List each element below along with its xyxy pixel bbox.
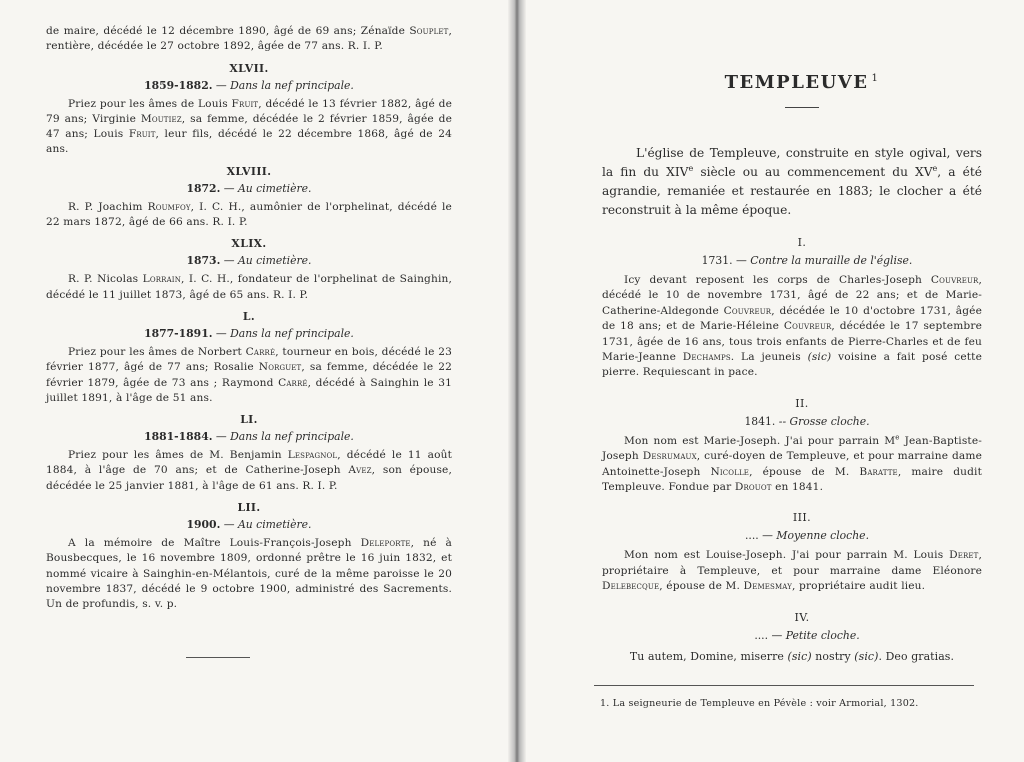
surname: Desrumaux — [642, 450, 697, 463]
end-rule — [186, 657, 250, 658]
inscription-dateline — [632, 415, 982, 428]
chapter-title — [622, 72, 982, 93]
inscription-number: XLVII. — [229, 61, 269, 75]
surname: Couvreur — [723, 304, 772, 317]
inscription-location: -- Grosse cloche. — [778, 414, 870, 428]
inscription-text: A la mémoire de Maître Louis-François-Joseph Deleporte, né à Bousbecques, le 16 novembre 1809, ordonné prêtre le 16 juin 1832, et nommé vicaire à Sainghin-en-Mélantois, curé de la même paroisse le 20 novembre 1837, décédé le 9 octobre 1900, administré des Sacrements. Un de profundis, s. v. p. — [46, 537, 452, 611]
superscript: e — [688, 163, 694, 173]
surname: Carré — [278, 376, 308, 389]
inscription-location: — Dans la nef principale. — [215, 78, 354, 92]
text-fragment: L'église de Templeuve, construite en style ogival, vers la fin du XIV — [602, 146, 982, 179]
surname: Norguet — [258, 361, 302, 374]
inscription-years: .... — [754, 628, 769, 642]
inscription-text: Tu autem, Domine, miserre (sic) nostry (sic). Deo gratias. — [629, 649, 955, 663]
inscription-text: R. P. Nicolas Lorrain, I. C. H., fondateur de l'orphelinat de Sainghin, décédé le 11 juillet 1873, âgé de 65 ans. R. I. P. — [46, 273, 452, 301]
inscription-dateline — [46, 79, 452, 92]
inscription-years: 1877-1891. — [144, 326, 213, 340]
inscription-number: LI. — [240, 413, 258, 427]
superscript: e — [895, 433, 900, 442]
surname: Fruit — [231, 97, 259, 110]
inscription-number: L. — [242, 309, 256, 323]
surname: Demesmay — [743, 580, 792, 593]
surname: Drouot — [734, 481, 772, 494]
surname: Deret — [949, 549, 979, 562]
surname: Delebecque — [602, 580, 660, 593]
surname: Avez — [348, 464, 372, 477]
surname: Nicolle — [710, 465, 750, 478]
text-fragment: siècle ou au commencement du XV — [693, 165, 933, 179]
footnote-rule — [594, 685, 974, 686]
surname: Couvreur — [930, 274, 979, 286]
inscription-number: I. — [797, 236, 807, 249]
surname: Souplet, — [409, 25, 452, 37]
inscription-dateline — [46, 182, 452, 195]
inscription-number: XLIX. — [231, 237, 267, 251]
inscription-location: — Au cimetière. — [223, 254, 312, 268]
footnote: 1. La seigneurie de Templeuve en Pévèle : voir Armorial, 1302. — [600, 697, 919, 709]
surname: Carré — [245, 345, 276, 358]
inscription-number: III. — [792, 511, 812, 525]
inscription-years: 1731. — [701, 254, 733, 267]
inscription-location: — Au cimetière. — [223, 181, 312, 195]
italic-note: (sic) — [787, 649, 812, 663]
italic-note: (sic) — [807, 351, 832, 364]
surname: Baratte — [859, 465, 898, 478]
inscription-dateline — [46, 327, 452, 340]
intro-paragraph — [602, 144, 982, 220]
inscription-text: Mon nom est Marie-Joseph. J'ai pour parrain Me Jean-Baptiste-Joseph Desrumaux, curé-doyen de Templeuve, et pour marraine dame Antoinette-Joseph Nicolle, épouse de M. Baratte, maire dudit Templeuve. Fondue par Drouot en 1841. — [602, 433, 982, 494]
inscription-dateline — [632, 629, 982, 642]
inscription-location: — Dans la nef principale. — [215, 326, 354, 340]
inscription-text: Mon nom est Louise-Joseph. J'ai pour parrain M. Louis Deret, propriétaire à Templeuve, et pour marraine dame Eléonore Delebecque, épouse de M. Demesmay, propriétaire audit lieu. — [602, 549, 982, 593]
inscription-years: 1841. — [744, 414, 776, 428]
surname: Moutiez — [140, 112, 182, 125]
inscription-years: 1872. — [186, 181, 221, 195]
inscription-dateline — [46, 518, 452, 531]
surname: Roumfoy — [147, 200, 191, 213]
inscription-number: II. — [795, 396, 809, 410]
surname: Couvreur — [783, 320, 832, 333]
left-entries — [46, 62, 452, 613]
inscription-dateline — [632, 529, 982, 542]
text-fragment: rentière, décédée le 27 octobre 1892, âgée de 77 ans. R. I. P. — [46, 40, 383, 53]
italic-note: (sic) — [854, 649, 879, 663]
inscription-dateline — [632, 254, 982, 267]
surname: Fruit — [128, 128, 156, 141]
right-page — [520, 0, 1024, 762]
surname: Dechamps — [682, 351, 731, 364]
inscription-years: 1859-1882. — [144, 78, 213, 92]
inscription-text: R. P. Joachim Roumfoy, I. C. H., aumônier de l'orphelinat, décédé le 22 mars 1872, âgé de 66 ans. R. I. P. — [46, 200, 452, 229]
text-fragment: , a été agrandie, remaniée et restaurée en 1883; le clocher a été reconstruit à la même époque. — [602, 165, 982, 217]
surname: Lespagnol — [287, 449, 338, 462]
inscription-text: Icy devant reposent les corps de Charles-Joseph Couvreur, décédé le 10 de novembre 1731, âgé de 22 ans; et de Marie-Catherine-Aldegonde Couvreur, décédée le 10 d'octobre 1731, âgée de 18 ans; et de Marie-Héleine Couvreur, décédée le 17 septembre 1731, âgée de 16 ans, tous trois enfants de Pierre-Charles et de feu Marie-Jeanne Dechamps. La jeuneis (sic) voisine a fait posé cette pierre. Requiescant in pace. — [602, 274, 982, 379]
inscription-location: — Contre la muraille de l'église. — [736, 254, 913, 267]
text-fragment: de maire, décédé le 12 décembre 1890, âgé de 69 ans; Zénaïde — [46, 25, 406, 37]
inscription-text: Priez pour les âmes de Louis Fruit, décédé le 13 février 1882, âgé de 79 ans; Virginie Moutiez, sa femme, décédée le 2 février 1859, âgée de 47 ans; Louis Fruit, leur fils, décédé le 22 décembre 1868, âgé de 24 ans. — [46, 97, 453, 156]
inscription-dateline — [46, 430, 452, 443]
inscription-years: 1873. — [186, 254, 221, 268]
inscription-text: Priez pour les âmes de Norbert Carré, tourneur en bois, décédé le 23 février 1877, âgé de 77 ans; Rosalie Norguet, sa femme, décédée le 22 février 1879, âgée de 73 ans ; Raymond Carré, décédé à Sainghin le 31 juillet 1891, à l'âge de 51 ans. — [46, 345, 453, 404]
inscription-location: — Moyenne cloche. — [762, 529, 869, 543]
right-entries — [602, 236, 982, 663]
title-rule — [785, 107, 819, 108]
title-text: TEMPLEUVE — [724, 72, 869, 93]
inscription-years: 1881-1884. — [144, 430, 213, 444]
inscription-number: IV. — [794, 610, 810, 624]
inscription-location: — Petite cloche. — [771, 628, 860, 642]
inscription-location: — Dans la nef principale. — [215, 430, 354, 444]
inscription-dateline — [46, 254, 452, 267]
inscription-number: XLVIII. — [226, 164, 272, 178]
footnote-mark: 1 — [871, 73, 880, 84]
inscription-years: .... — [745, 529, 759, 543]
inscription-text: Priez pour les âmes de M. Benjamin Lespagnol, décédé le 11 août 1884, à l'âge de 70 ans; et de Catherine-Joseph Avez, son épouse, décédée le 25 janvier 1881, à l'âge de 61 ans. R. I. P. — [46, 449, 452, 492]
inscription-number: LII. — [237, 501, 261, 515]
continued-paragraph — [46, 24, 452, 55]
inscription-years: 1900. — [186, 518, 221, 532]
surname: Deleporte — [360, 537, 411, 550]
surname: Lorrain — [142, 273, 181, 286]
inscription-location: — Au cimetière. — [223, 518, 312, 532]
superscript: e — [932, 163, 938, 173]
